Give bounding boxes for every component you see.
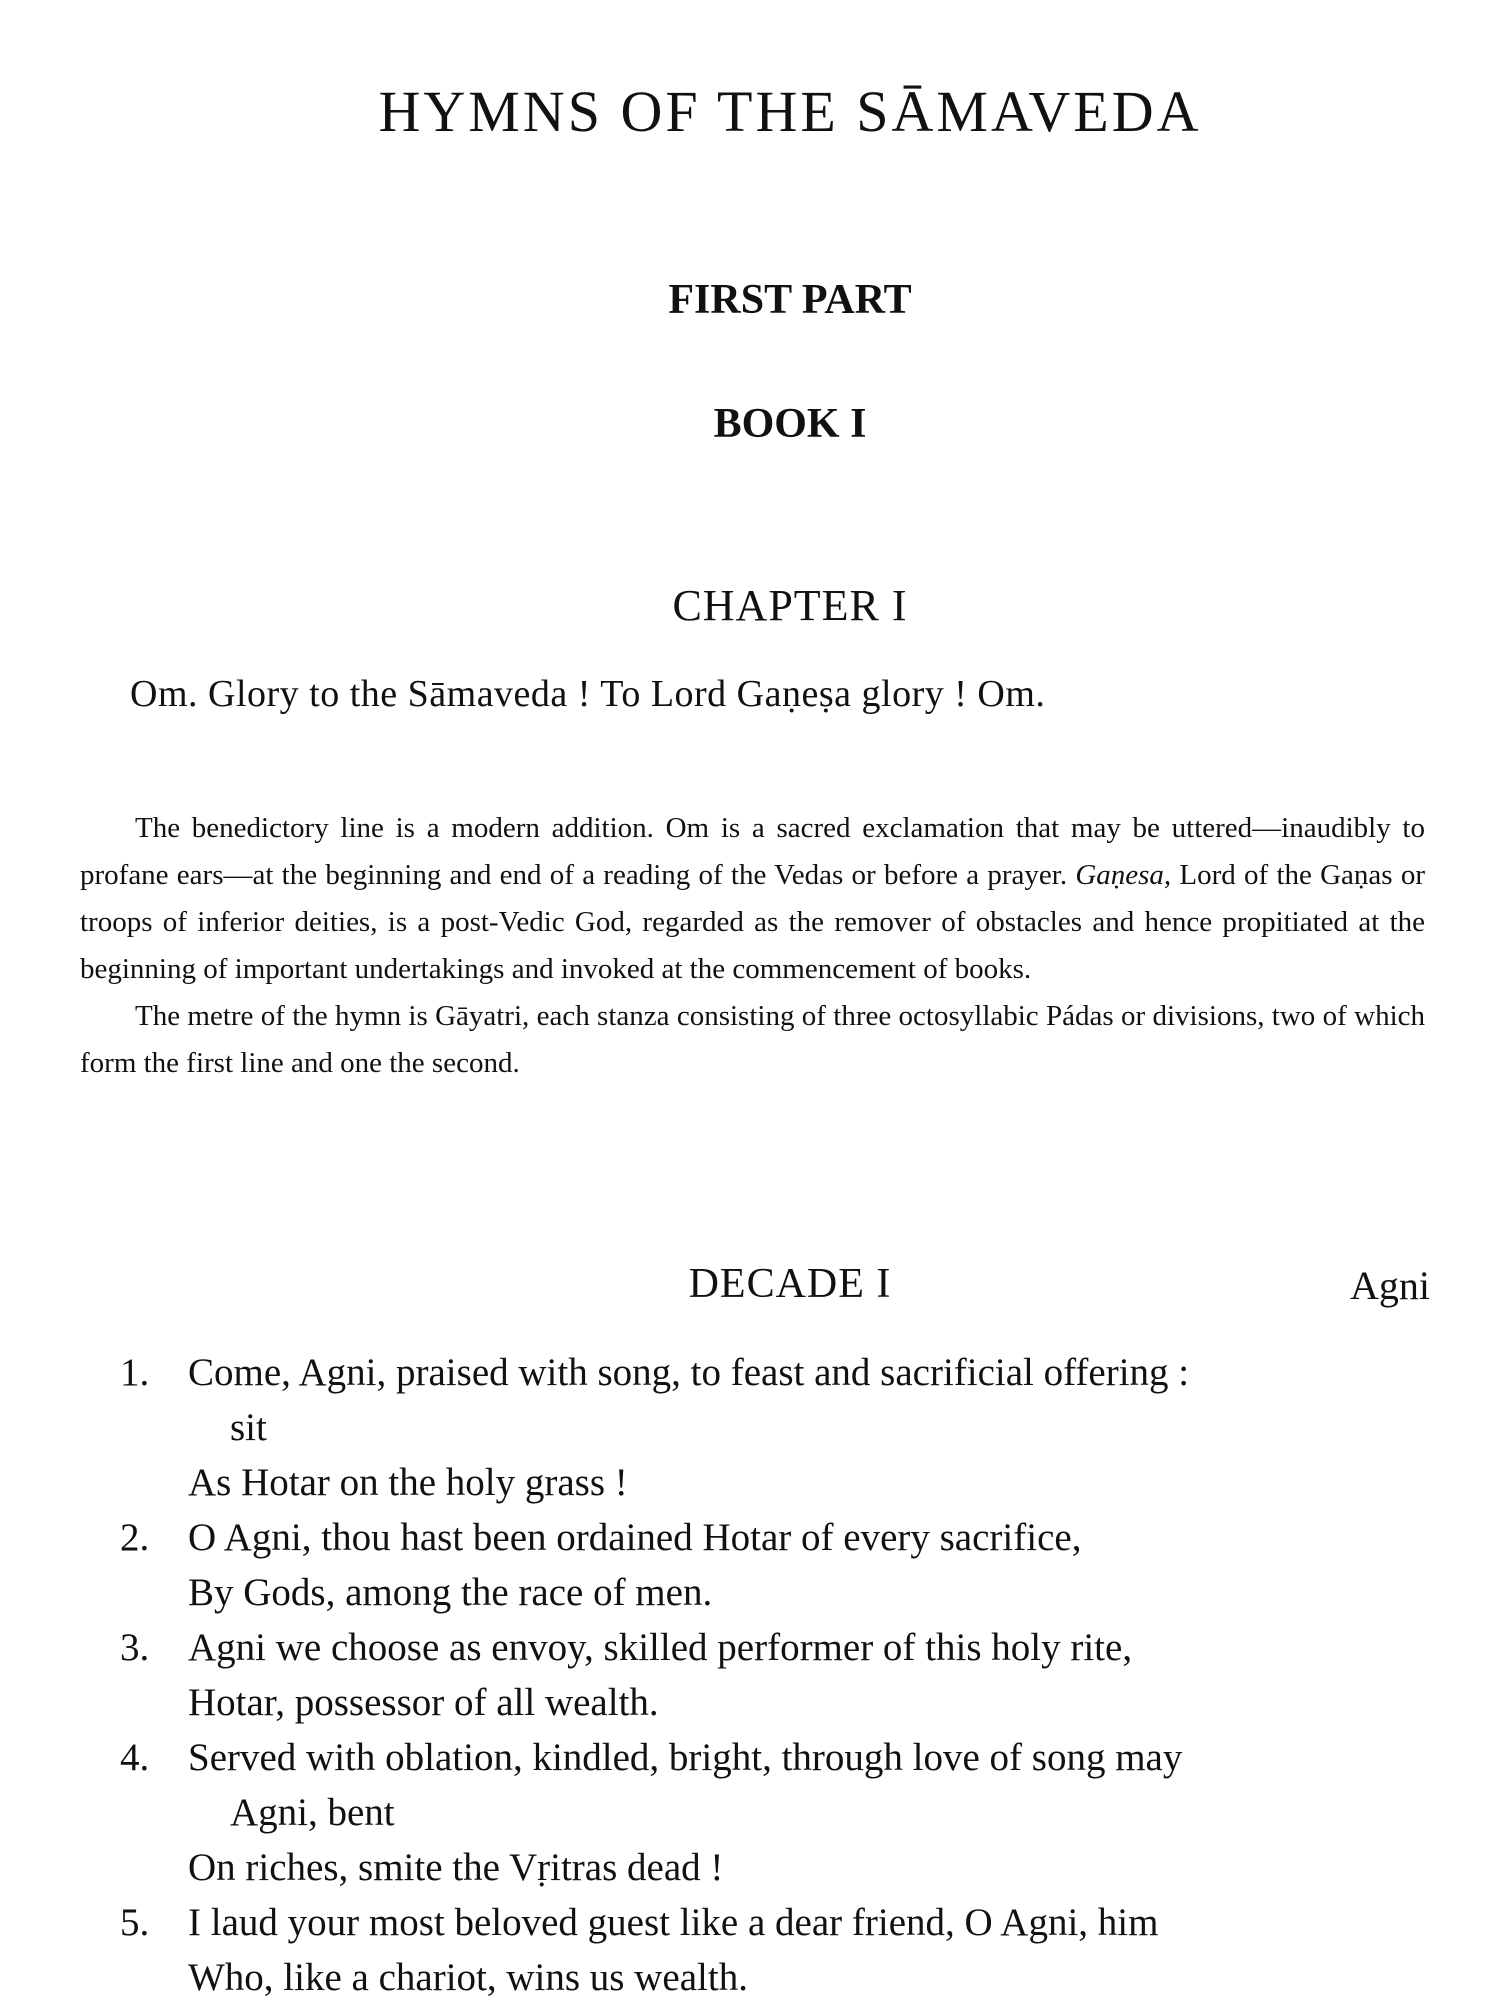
verse-continuation: sit (230, 1406, 267, 1449)
verse-line: Served with oblation, kindled, bright, through love of song may (188, 1736, 1183, 1779)
invocation-line: Om. Glory to the Sāmaveda ! To Lord Gaṇeṣa glory ! Om. (130, 673, 1046, 715)
note-text: The benedictory line is a modern addition. Om is a sacred exclamation that may be uttered—inaudibly to profane ears—at the beginning and end of a reading of the Vedas or before a prayer. (80, 812, 1425, 891)
note-text: Lord of the Gaṇas or troops of inferior deities, is a post-Vedic God, regarded as the remover of obstacles and hence propitiated at the beginning of important undertakings and invoked at the commencement of books. (80, 859, 1425, 985)
note-paragraph: The metre of the hymn is Gāyatri, each stanza consisting of three octosyllabic Pádas or divisions, two of which form the first line and one the second. (80, 1000, 1425, 1079)
verse-line: Come, Agni, praised with song, to feast and sacrificial offering : (188, 1351, 1190, 1394)
verse-item (120, 1510, 1430, 1620)
note-emphasis: Gaṇesa, (1075, 859, 1172, 891)
chapter-heading: CHAPTER I (672, 581, 908, 630)
verse-line: Hotar, possessor of all wealth. (188, 1681, 659, 1724)
decade-heading: DECADE I (688, 1261, 892, 1307)
part-heading: FIRST PART (668, 277, 912, 323)
commentary-notes (80, 805, 1425, 1087)
verse-line: As Hotar on the holy grass ! (188, 1461, 628, 1504)
verse-number: 4. (120, 1736, 150, 1779)
verse-number: 5. (120, 1901, 150, 1944)
note-paragraph (80, 805, 1425, 993)
verse-number: 3. (120, 1626, 150, 1669)
verse-item (120, 1895, 1430, 2005)
page-title: HYMNS OF THE SĀMAVEDA (378, 79, 1202, 144)
verse-list (120, 1345, 1430, 2005)
verse-line: Agni we choose as envoy, skilled performer of this holy rite, (188, 1626, 1133, 1669)
decade-deity: Agni (1350, 1263, 1430, 1308)
verse-number: 2. (120, 1516, 150, 1559)
book-heading: BOOK I (713, 401, 867, 447)
verse-item (120, 1730, 1430, 1895)
verse-line: I laud your most beloved guest like a dear friend, O Agni, him (188, 1901, 1159, 1944)
verse-item (120, 1620, 1430, 1730)
verse-number: 1. (120, 1351, 150, 1394)
verse-line: By Gods, among the race of men. (188, 1571, 713, 1614)
verse-line: O Agni, thou hast been ordained Hotar of every sacrifice, (188, 1516, 1082, 1559)
verse-line: Who, like a chariot, wins us wealth. (188, 1956, 748, 1999)
verse-item (120, 1345, 1430, 1510)
verse-continuation: Agni, bent (230, 1791, 395, 1834)
verse-line: On riches, smite the Vṛitras dead ! (188, 1846, 724, 1889)
